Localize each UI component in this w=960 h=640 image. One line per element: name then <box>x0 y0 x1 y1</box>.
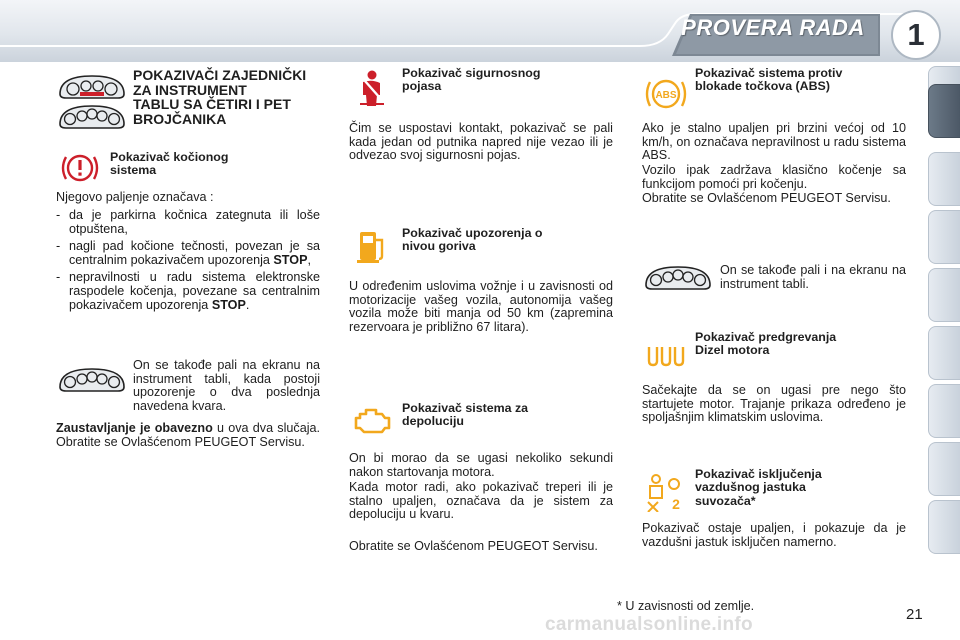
list-dash: - <box>56 270 61 285</box>
watermark: carmanualsonline.info <box>545 614 753 635</box>
title-line: sistema <box>110 163 157 178</box>
heading-line: TABLU SA ČETIRI I PET <box>133 96 291 113</box>
thumb-index <box>928 66 960 576</box>
pollution-text-2: Kada motor radi, ako pokazivač treperi ili je stalno upaljen, označava da je sistem za depoluciju u kvaru. <box>349 480 613 522</box>
instrument-cluster-icon <box>644 263 712 291</box>
engine-icon <box>352 404 394 438</box>
instrument-cluster-icon <box>58 72 126 100</box>
pollution-text-3: Obratite se Ovlašćenom PEUGEOT Servisu. <box>349 539 598 553</box>
chapter-number: 1 <box>907 17 925 52</box>
title-line: pojasa <box>402 79 442 94</box>
title-line: Pokazivač sistema za <box>402 401 529 415</box>
pollution-title <box>402 402 612 429</box>
abs-icon <box>642 74 690 114</box>
stop-required-label: Zaustavljanje je obavezno <box>56 421 213 435</box>
thumb-tab[interactable] <box>928 442 960 496</box>
list-item-text: nagli pad kočione tečnosti, povezan je sa centralnim pokazivačem upozorenja <box>69 239 320 267</box>
fuel-title <box>402 227 612 254</box>
list-item-text: da je parkirna kočnica zategnuta ili loše otpuštena, <box>69 208 320 236</box>
title-line: blokade točkova (ABS) <box>695 79 830 94</box>
footnote: * U zavisnosti od zemlje. <box>617 599 755 613</box>
brake-title <box>110 151 310 178</box>
heading-line: BROJČANIKA <box>133 110 227 127</box>
heading-line: POKAZIVAČI ZAJEDNIČKI <box>133 67 307 83</box>
list-item <box>56 271 320 312</box>
list-dash: - <box>56 208 61 222</box>
list-item-text: nepravilnosti u radu sistema elektronske raspodele kočenja, povezane sa centralnim pokazivačem upozorenja <box>69 270 320 312</box>
heading-line: ZA INSTRUMENT <box>133 81 247 98</box>
glow-text: Sačekajte da se on ugasi pre nego što startujete motor. Trajanje prikaza određeno je spoljašnjim klimatskim uslovima. <box>642 383 906 425</box>
list-dash: - <box>56 239 61 254</box>
airbag-title <box>695 468 910 508</box>
fuel-text: U određenim uslovima vožnje i u zavisnosti od motorizacije vašeg vozila, autonomija vašeg vozila može biti manja od 50 km (zapremina rezervoara je približno 67 litara). <box>349 279 613 334</box>
stop-required-text: u ova dva slučaja. Obratite se Ovlašćenom PEUGEOT Servisu. <box>56 421 320 449</box>
brake-stop-warning <box>56 422 320 449</box>
thumb-tab-active[interactable] <box>928 84 960 138</box>
title-line: Pokazivač predgrevanja <box>695 330 837 344</box>
thumb-tab[interactable] <box>928 152 960 206</box>
title-line: nivou goriva <box>402 239 476 254</box>
title-line: Pokazivač upozorenja o <box>402 226 543 240</box>
svg-text:ABS: ABS <box>655 90 677 101</box>
stop-label: STOP <box>211 297 246 312</box>
brake-cluster-note: On se takođe pali na ekranu na instrument tabli, kada postoji upozorenje o dva poslednja navedena kvara. <box>133 358 320 413</box>
thumb-tab[interactable] <box>928 500 960 554</box>
thumb-tab[interactable] <box>928 384 960 438</box>
section-heading <box>133 68 323 126</box>
title-line: depoluciju <box>402 414 464 429</box>
abs-text-2: Vozilo ipak zadržava klasično kočenje sa funkcijom pomoći pri kočenju. <box>642 163 906 191</box>
list-item-text: , <box>307 252 311 267</box>
title-line: Dizel motora <box>695 343 770 358</box>
title-line: vazdušnog jastuka <box>695 480 806 495</box>
stop-label: STOP <box>273 252 308 267</box>
header-band <box>0 0 960 62</box>
seatbelt-title <box>402 67 612 94</box>
instrument-cluster-icon <box>58 365 126 393</box>
title-line: Pokazivač sistema protiv <box>695 66 843 80</box>
fuel-pump-icon <box>354 226 390 266</box>
abs-cluster-note: On se takođe pali i na ekranu na instrument tabli. <box>720 263 906 291</box>
glow-plug-icon <box>644 343 688 369</box>
brake-conditions-list <box>56 209 320 312</box>
seatbelt-icon <box>352 68 392 110</box>
title-line: Pokazivač kočionog <box>110 150 229 164</box>
page-number: 21 <box>906 606 923 623</box>
chapter-title: PROVERA RADA <box>681 15 865 40</box>
svg-text:2: 2 <box>672 496 680 512</box>
thumb-tab[interactable] <box>928 268 960 322</box>
list-item <box>56 240 320 267</box>
title-line: Pokazivač sigurnosnog <box>402 66 541 80</box>
brake-intro: Njegovo paljenje označava : <box>56 190 214 204</box>
abs-text-1: Ako je stalno upaljen pri brzini većoj od 10 km/h, on označava nepravilnost u radu sistema ABS. <box>642 121 906 163</box>
pollution-text-1: On bi morao da se ugasi nekoliko sekundi nakon startovanja motora. <box>349 451 613 479</box>
thumb-tab[interactable] <box>928 326 960 380</box>
brake-warning-icon <box>58 150 102 186</box>
instrument-cluster-icon <box>58 102 126 130</box>
abs-title <box>695 67 910 94</box>
airbag-text: Pokazivač ostaje upaljen, i pokazuje da je vazdušni jastuk isključen namerno. <box>642 521 906 549</box>
abs-text-3: Obratite se Ovlašćenom PEUGEOT Servisu. <box>642 191 891 205</box>
title-line: Pokazivač isključenja <box>695 467 822 481</box>
title-line: suvozača* <box>695 493 756 508</box>
glow-title <box>695 331 910 358</box>
list-item-text: . <box>245 297 250 312</box>
airbag-off-icon <box>644 472 688 512</box>
thumb-tab[interactable] <box>928 210 960 264</box>
list-item <box>56 209 320 236</box>
seatbelt-text: Čim se uspostavi kontakt, pokazivač se pali kada jedan od putnika napred nije vezao ili je odvezao svoj sigurnosni pojas. <box>349 121 613 163</box>
